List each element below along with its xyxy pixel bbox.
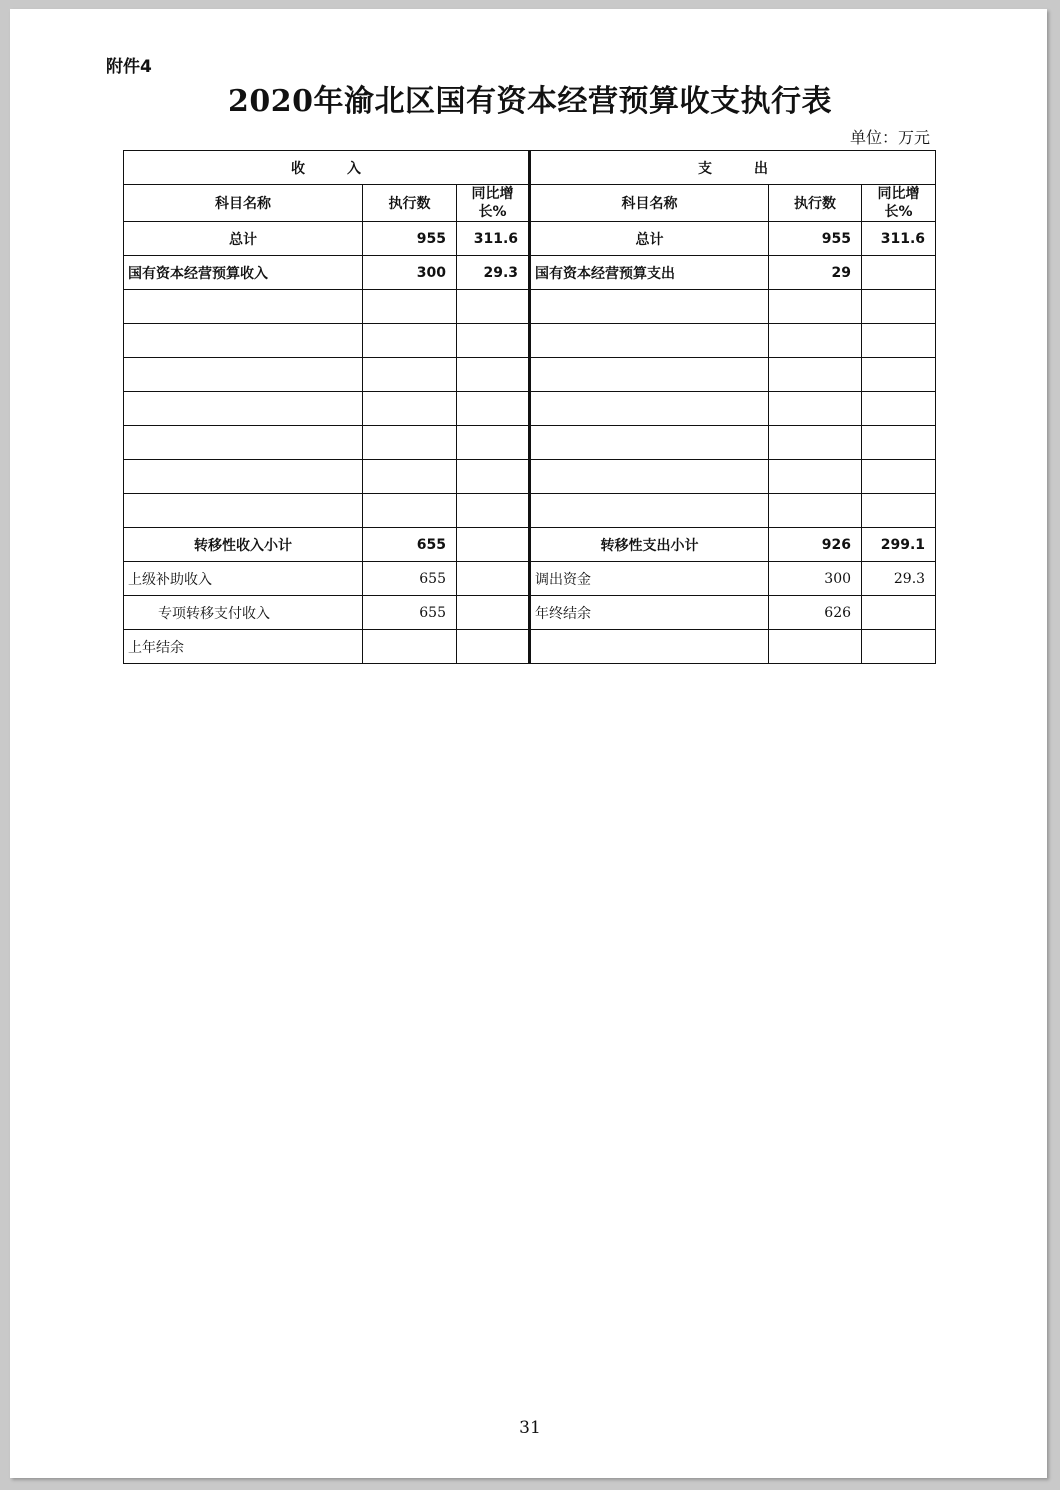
expense-name-cell: [530, 426, 769, 460]
expense-amount-cell: [769, 392, 862, 426]
expense-growth-cell: [862, 630, 936, 664]
income-amount-cell: 655: [363, 562, 457, 596]
expense-amount-cell: 300: [769, 562, 862, 596]
income-name-cell: [124, 290, 363, 324]
expense-growth-cell: 311.6: [862, 222, 936, 256]
income-name-cell: 国有资本经营预算收入: [124, 256, 363, 290]
table-row: [124, 324, 936, 358]
table-row: [124, 426, 936, 460]
expense-amount-cell: [769, 290, 862, 324]
income-amount-cell: 655: [363, 596, 457, 630]
attachment-label: 附件4: [106, 57, 152, 77]
expense-growth-cell: [862, 324, 936, 358]
income-name-cell: 转移性收入小计: [124, 528, 363, 562]
table-row: [124, 358, 936, 392]
expense-name-cell: 年终结余: [530, 596, 769, 630]
income-name-cell: [124, 392, 363, 426]
income-name-cell: [124, 426, 363, 460]
income-name-cell: 上级补助收入: [124, 562, 363, 596]
expense-growth-cell: [862, 290, 936, 324]
expense-amount-header: 执行数: [769, 185, 862, 222]
income-name-cell: [124, 324, 363, 358]
income-growth-cell: [457, 290, 530, 324]
income-growth-cell: [457, 392, 530, 426]
expense-name-cell: [530, 358, 769, 392]
page-title: 2020年渝北区国有资本经营预算收支执行表: [228, 84, 832, 119]
income-name-cell: 上年结余: [124, 630, 363, 664]
expense-amount-cell: 926: [769, 528, 862, 562]
table-row: [124, 494, 936, 528]
income-name-cell: [124, 358, 363, 392]
table-row: [124, 256, 936, 290]
unit-label: 单位：万元: [849, 128, 930, 147]
expense-name-cell: [530, 494, 769, 528]
expense-amount-cell: 955: [769, 222, 862, 256]
income-name-cell: 专项转移支付收入: [124, 596, 363, 630]
expense-amount-cell: [769, 460, 862, 494]
expense-amount-cell: [769, 494, 862, 528]
income-growth-header: 同比增长%: [457, 185, 530, 222]
expense-growth-cell: [862, 460, 936, 494]
expense-name-cell: [530, 290, 769, 324]
column-header-row: [124, 185, 936, 222]
expense-section-header: 支 出: [530, 151, 936, 185]
income-growth-cell: [457, 460, 530, 494]
expense-growth-cell: [862, 392, 936, 426]
income-amount-cell: [363, 358, 457, 392]
section-header-row: [124, 151, 936, 185]
income-section-header: 收 入: [124, 151, 530, 185]
table-row: [124, 596, 936, 630]
expense-name-cell: 转移性支出小计: [530, 528, 769, 562]
income-growth-cell: [457, 630, 530, 664]
page-number: 31: [519, 1418, 541, 1438]
expense-amount-cell: [769, 426, 862, 460]
income-amount-cell: [363, 324, 457, 358]
expense-name-cell: 国有资本经营预算支出: [530, 256, 769, 290]
expense-name-cell: [530, 392, 769, 426]
table-row: [124, 222, 936, 256]
expense-name-cell: [530, 630, 769, 664]
income-amount-cell: [363, 392, 457, 426]
expense-amount-cell: [769, 630, 862, 664]
table-row: [124, 290, 936, 324]
budget-table: [123, 150, 936, 664]
income-amount-cell: [363, 494, 457, 528]
expense-name-cell: [530, 460, 769, 494]
expense-growth-cell: [862, 596, 936, 630]
income-amount-cell: 955: [363, 222, 457, 256]
income-growth-cell: [457, 324, 530, 358]
income-name-cell: [124, 460, 363, 494]
expense-growth-cell: [862, 494, 936, 528]
income-growth-cell: 311.6: [457, 222, 530, 256]
income-growth-cell: [457, 596, 530, 630]
expense-amount-cell: 29: [769, 256, 862, 290]
income-amount-cell: [363, 426, 457, 460]
income-amount-header: 执行数: [363, 185, 457, 222]
expense-name-cell: [530, 324, 769, 358]
income-amount-cell: [363, 290, 457, 324]
expense-growth-cell: [862, 256, 936, 290]
expense-name-cell: 调出资金: [530, 562, 769, 596]
income-name-cell: 总计: [124, 222, 363, 256]
income-growth-cell: [457, 426, 530, 460]
table-row: [124, 630, 936, 664]
income-growth-cell: [457, 562, 530, 596]
income-amount-cell: [363, 630, 457, 664]
expense-amount-cell: 626: [769, 596, 862, 630]
expense-growth-cell: [862, 426, 936, 460]
expense-name-header: 科目名称: [530, 185, 769, 222]
income-name-header: 科目名称: [124, 185, 363, 222]
income-amount-cell: 655: [363, 528, 457, 562]
expense-growth-cell: [862, 358, 936, 392]
expense-amount-cell: [769, 324, 862, 358]
income-name-cell: [124, 494, 363, 528]
expense-growth-cell: 299.1: [862, 528, 936, 562]
table-row: [124, 528, 936, 562]
income-growth-cell: [457, 528, 530, 562]
table-row: [124, 562, 936, 596]
income-growth-cell: [457, 358, 530, 392]
income-amount-cell: 300: [363, 256, 457, 290]
table-row: [124, 392, 936, 426]
expense-name-cell: 总计: [530, 222, 769, 256]
income-growth-cell: [457, 494, 530, 528]
income-growth-cell: 29.3: [457, 256, 530, 290]
expense-amount-cell: [769, 358, 862, 392]
table-row: [124, 460, 936, 494]
expense-growth-header: 同比增长%: [862, 185, 936, 222]
expense-growth-cell: 29.3: [862, 562, 936, 596]
income-amount-cell: [363, 460, 457, 494]
